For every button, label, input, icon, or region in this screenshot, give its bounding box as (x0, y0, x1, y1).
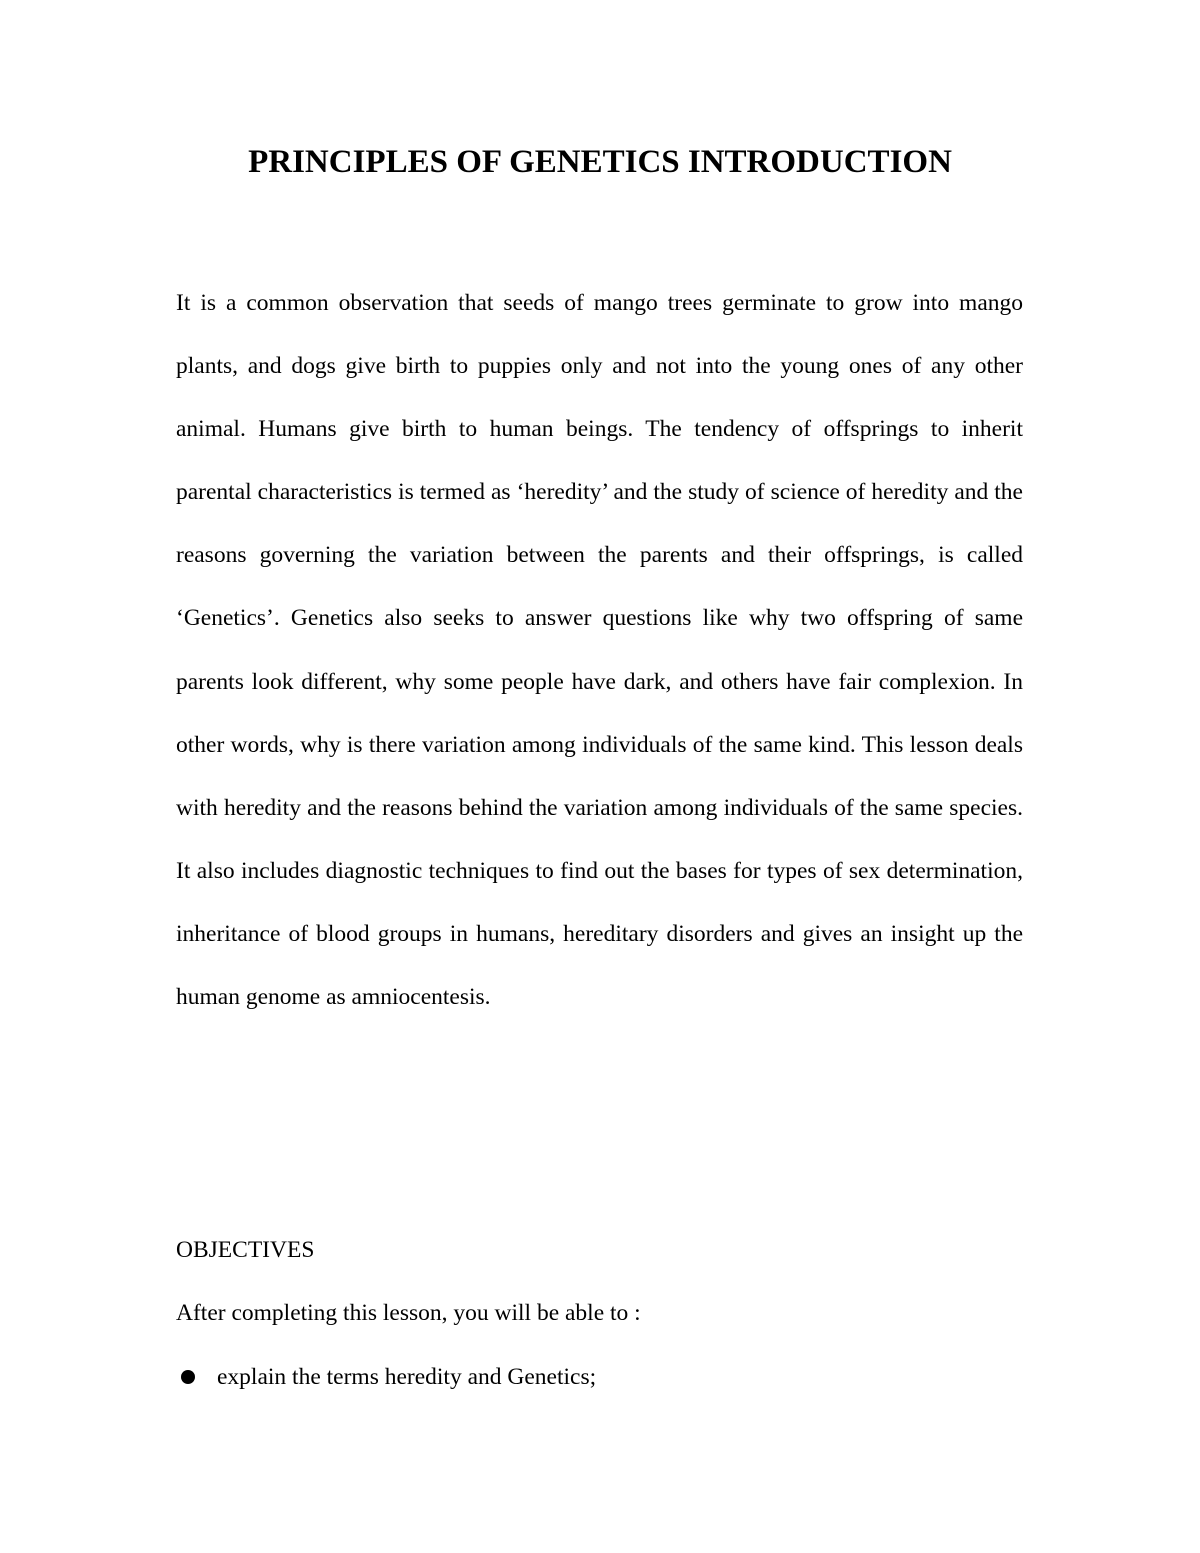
bullet-icon (181, 1370, 195, 1384)
objectives-heading: OBJECTIVES (176, 1237, 315, 1263)
document-title: PRINCIPLES OF GENETICS INTRODUCTION (248, 144, 952, 180)
objective-text: explain the terms heredity and Genetics; (217, 1364, 597, 1390)
objectives-list (176, 1357, 596, 1397)
list-item (176, 1357, 596, 1397)
objectives-intro: After completing this lesson, you will be able to : (176, 1300, 641, 1326)
intro-paragraph: It is a common observation that seeds of mango trees germinate to grow into mango plants, and dogs give birth to puppies only and not into the young ones of any other animal. Humans give birth to human beings. The tendency of offsprings to inherit parental characteristics is termed as ‘heredity’ and the study of science of heredity and the reasons governing the variation between the parents and their offsprings, is called ‘Genetics’. Genetics also seeks to answer questions like why two offspring of same parents look different, why some people have dark, and others have fair complexion. In other words, why is there variation among individuals of the same kind. This lesson deals with heredity and the reasons behind the variation among individuals of the same species. It also includes diagnostic techniques to find out the bases for types of sex determination, inheritance of blood groups in humans, hereditary disorders and gives an insight up the human genome as amniocentesis. (176, 290, 1023, 1011)
